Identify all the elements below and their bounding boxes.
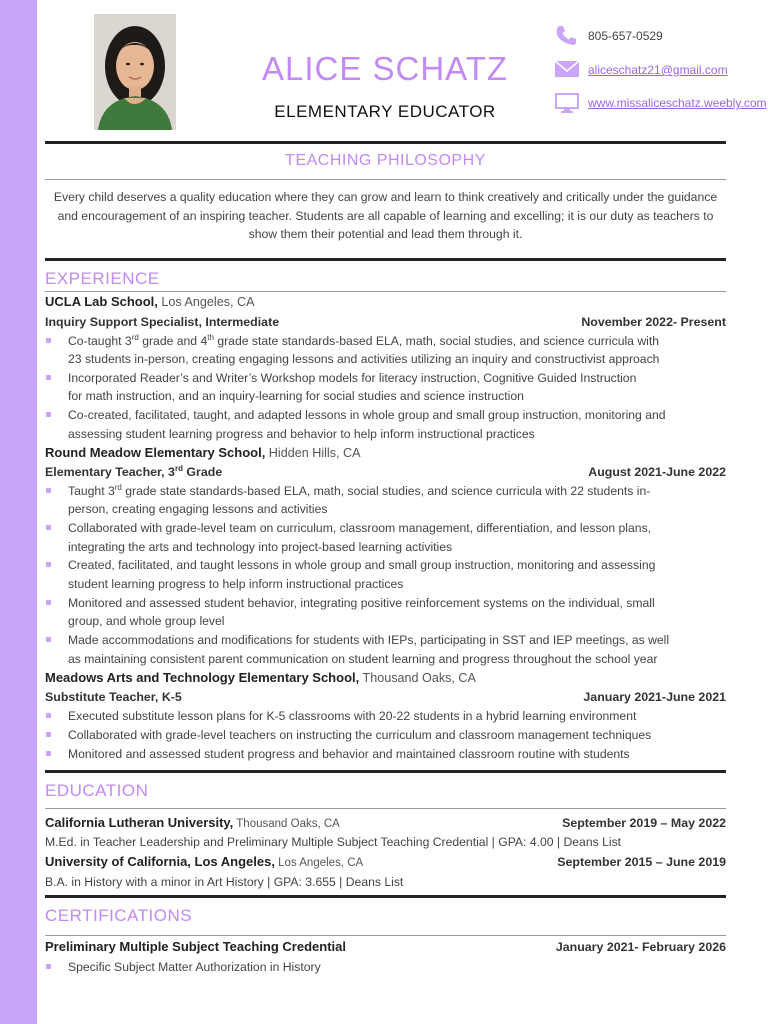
divider <box>45 179 726 180</box>
certifications-title: CERTIFICATIONS <box>45 906 193 925</box>
education-detail: M.Ed. in Teacher Leadership and Preliminary Multiple Subject Teaching Credential | GPA: 4.00 | Deans List <box>45 835 622 849</box>
school-name: California Lutheran University, <box>45 815 234 830</box>
contact-website <box>554 91 767 115</box>
bullet-icon <box>46 713 51 718</box>
bullet-icon <box>46 412 51 417</box>
school-location: Los Angeles, CA <box>274 857 364 869</box>
contact-phone <box>554 24 663 48</box>
list-item: Taught 3rd grade state standards-based ELA, math, social studies, and science curricula with 22 students in- <box>68 482 728 500</box>
list-item-continued: for math instruction, and an inquiry-learning for social studies and science instruction <box>68 389 524 403</box>
job-org: Round Meadow Elementary School, <box>45 445 266 460</box>
certification-line <box>45 938 726 956</box>
divider <box>45 770 726 773</box>
website-link[interactable]: www.missaliceschatz.weebly.com <box>588 96 767 110</box>
job-org: Meadows Arts and Technology Elementary School, <box>45 670 360 685</box>
email-link[interactable]: aliceschatz21@gmail.com <box>588 63 728 77</box>
bullet-icon <box>46 600 51 605</box>
list-item: Monitored and assessed student behavior, integrating positive reinforcement systems on the individual, small <box>68 594 728 612</box>
list-item: Co-created, facilitated, taught, and adapted lessons in whole group and small group instruction, monitoring and <box>68 406 728 424</box>
philosophy-title: TEACHING PHILOSOPHY <box>285 152 486 169</box>
list-item-continued: person, creating engaging lessons and activities <box>68 502 328 516</box>
list-item: Incorporated Reader’s and Writer’s Workshop models for literacy instruction, Cognitive Guided Instruction <box>68 369 728 387</box>
phone-number: 805-657-0529 <box>588 29 663 43</box>
divider <box>45 895 726 898</box>
job-location: Hidden Hills, CA <box>265 446 361 460</box>
bullet-icon <box>46 964 51 969</box>
bullet-icon <box>46 488 51 493</box>
profile-photo <box>94 14 176 130</box>
education-title: EDUCATION <box>45 781 149 800</box>
list-item: Specific Subject Matter Authorization in History <box>68 958 728 976</box>
divider <box>45 258 726 261</box>
bullet-icon <box>46 562 51 567</box>
email-icon <box>554 58 580 82</box>
job-role: Substitute Teacher, K-5 <box>45 690 182 704</box>
education-dates: September 2019 – May 2022 <box>562 816 726 830</box>
list-item: Collaborated with grade-level team on curriculum, classroom management, differentiation, and lesson plans, <box>68 519 728 537</box>
job-role-line <box>45 463 726 481</box>
education-detail: B.A. in History with a minor in Art History | GPA: 3.655 | Deans List <box>45 875 404 889</box>
divider <box>45 141 726 144</box>
job-dates: August 2021-June 2022 <box>588 465 726 479</box>
divider <box>45 291 726 292</box>
experience-title: EXPERIENCE <box>45 269 160 288</box>
sidebar-accent <box>0 0 37 1024</box>
bullet-icon <box>46 338 51 343</box>
certification-name: Preliminary Multiple Subject Teaching Credential <box>45 939 346 954</box>
job-role: Elementary Teacher, 3rd Grade <box>45 463 223 479</box>
bullet-icon <box>46 732 51 737</box>
job-role-line <box>45 313 726 331</box>
candidate-title: ELEMENTARY EDUCATOR <box>274 102 496 121</box>
bullet-icon <box>46 375 51 380</box>
job-org: UCLA Lab School, <box>45 294 158 309</box>
philosophy-text: Every child deserves a quality education where they can grow and learn to think creatively and critically under the guidance and encouragement of an inspiring teacher. Students are all capable of learning and excelling; it is our duty as teachers to show them their potential and lead them through it. <box>53 190 718 242</box>
list-item-continued: student learning progress to help inform instructional practices <box>68 577 404 591</box>
list-item: Collaborated with grade-level teachers on instructing the curriculum and classroom management techniques <box>68 726 728 744</box>
job-dates: November 2022- Present <box>581 315 726 329</box>
job-org-line <box>45 444 726 462</box>
list-item-continued: assessing student learning progress and behavior to help inform instructional practices <box>68 427 535 441</box>
education-school-line <box>45 814 726 832</box>
list-item: Monitored and assessed student progress and behavior and maintained classroom routine with students <box>68 745 728 763</box>
list-item-continued: group, and whole group level <box>68 614 225 628</box>
list-item-continued: as maintaining consistent parent communication on student learning and progress throughout the school year <box>68 652 658 666</box>
job-org-line <box>45 669 726 687</box>
job-org-line <box>45 293 726 311</box>
contact-email <box>554 58 728 82</box>
computer-icon <box>554 91 580 115</box>
job-role: Inquiry Support Specialist, Intermediate <box>45 315 280 329</box>
candidate-name: ALICE SCHATZ <box>261 50 509 87</box>
school-name: University of California, Los Angeles, <box>45 854 275 869</box>
bullet-icon <box>46 751 51 756</box>
list-item: Made accommodations and modifications for students with IEPs, participating in SST and IEP meetings, as well <box>68 631 728 649</box>
bullet-icon <box>46 525 51 530</box>
education-school-line <box>45 853 726 871</box>
list-item: Created, facilitated, and taught lessons in whole group and small group instruction, monitoring and assessing <box>68 556 728 574</box>
divider <box>45 935 726 936</box>
job-location: Thousand Oaks, CA <box>359 671 476 685</box>
list-item: Co-taught 3rd grade and 4th grade state standards-based ELA, math, social studies, and science curricula with <box>68 332 728 350</box>
job-role-line <box>45 688 726 706</box>
list-item: Executed substitute lesson plans for K-5 classrooms with 20-22 students in a hybrid learning environment <box>68 707 728 725</box>
job-location: Los Angeles, CA <box>157 295 255 309</box>
bullet-icon <box>46 637 51 642</box>
certification-dates: January 2021- February 2026 <box>555 940 726 954</box>
phone-icon <box>554 24 580 48</box>
school-location: Thousand Oaks, CA <box>233 818 340 830</box>
list-item-continued: integrating the arts and technology into project-based learning activities <box>68 540 453 554</box>
list-item-continued: 23 students in-person, creating engaging lessons and activities utilizing an inquiry and constructivist approach <box>68 352 660 366</box>
education-dates: September 2015 – June 2019 <box>557 855 726 869</box>
job-dates: January 2021-June 2021 <box>583 690 726 704</box>
divider <box>45 808 726 809</box>
